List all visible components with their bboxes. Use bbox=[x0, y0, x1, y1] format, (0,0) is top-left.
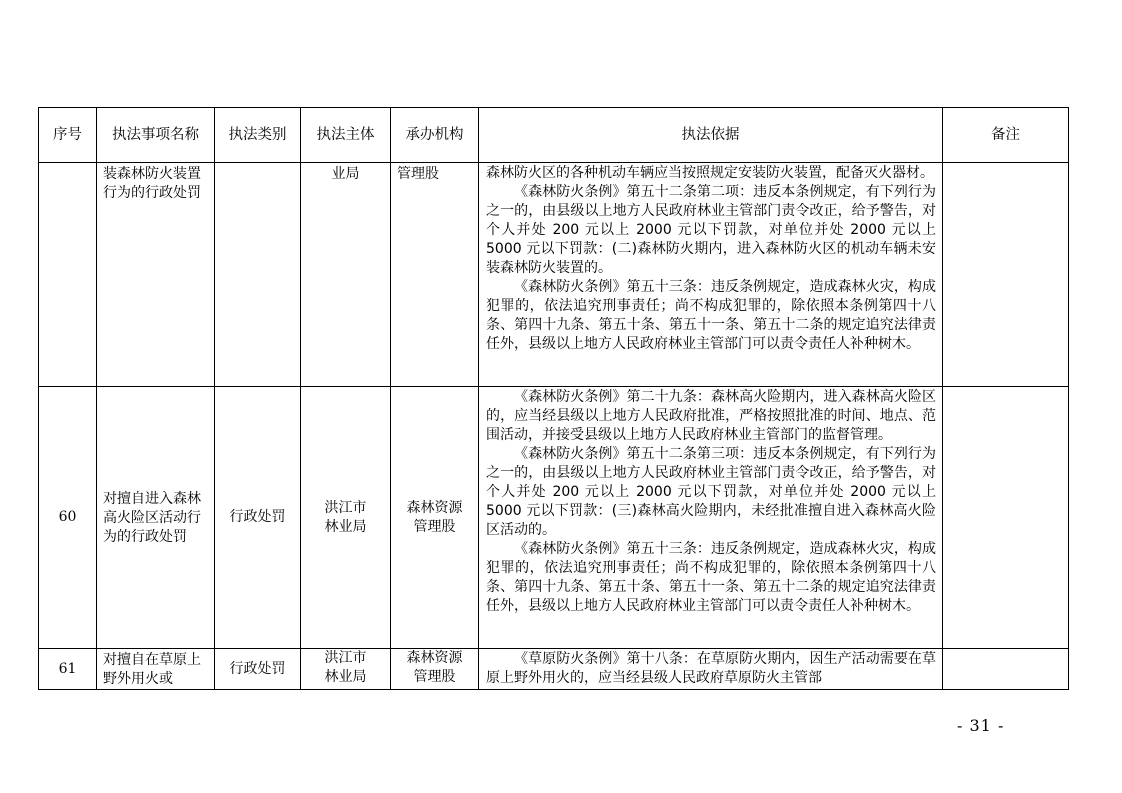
table-row bbox=[39, 649, 1069, 690]
basis-paragraph: 《森林防火条例》第五十三条：违反条例规定，造成森林火灾，构成犯罪的，依法追究刑事责任；尚不构成犯罪的，除依照本条例第四十八条、第四十九条、第五十条、第五十一条、第五十二条的规定追究法律责任外，县级以上地方人民政府林业主管部门可以责令责任人补种树木。 bbox=[486, 279, 936, 352]
header-remark: 备注 bbox=[943, 108, 1069, 163]
row-serial: 60 bbox=[39, 387, 97, 649]
header-agency: 承办机构 bbox=[391, 108, 479, 163]
row-subject: 业局 bbox=[301, 163, 391, 387]
row-item-name: 装森林防火装置行为的行政处罚 bbox=[97, 163, 215, 387]
row-serial bbox=[39, 163, 97, 387]
row-remark bbox=[943, 163, 1069, 387]
row-remark bbox=[943, 649, 1069, 690]
row-remark bbox=[943, 387, 1069, 649]
row-subject: 洪江市林业局 bbox=[301, 649, 391, 690]
row-category bbox=[215, 163, 301, 387]
row-agency: 管理股 bbox=[391, 163, 479, 387]
row-subject: 洪江市林业局 bbox=[301, 387, 391, 649]
enforcement-table bbox=[38, 107, 1069, 690]
table-row bbox=[39, 387, 1069, 649]
row-category: 行政处罚 bbox=[215, 649, 301, 690]
row-agency: 森林资源管理股 bbox=[391, 387, 479, 649]
header-item-name: 执法事项名称 bbox=[97, 108, 215, 163]
row-basis bbox=[479, 163, 943, 387]
row-item-name: 对擅自在草原上野外用火或 bbox=[97, 649, 215, 690]
row-basis bbox=[479, 387, 943, 649]
page-number: - 31 - bbox=[957, 716, 1005, 735]
row-agency: 森林资源管理股 bbox=[391, 649, 479, 690]
header-subject: 执法主体 bbox=[301, 108, 391, 163]
header-serial: 序号 bbox=[39, 108, 97, 163]
basis-paragraph: 《草原防火条例》第十八条：在草原防火期内，因生产活动需要在草原上野外用火的，应当经县级人民政府草原防火主管部 bbox=[486, 651, 936, 686]
basis-paragraph: 《森林防火条例》第二十九条：森林高火险期内，进入森林高火险区的，应当经县级以上地方人民政府批准，严格按照批准的时间、地点、范围活动，并接受县级以上地方人民政府林业主管部门的监督管理。 bbox=[486, 389, 936, 443]
basis-paragraph: 《森林防火条例》第五十三条：违反条例规定，造成森林火灾，构成犯罪的，依法追究刑事责任；尚不构成犯罪的，除依照本条例第四十八条、第四十九条、第五十条、第五十一条、第五十二条的规定追究法律责任外，县级以上地方人民政府林业主管部门可以责令责任人补种树木。 bbox=[486, 541, 936, 614]
header-basis: 执法依据 bbox=[479, 108, 943, 163]
header-category: 执法类别 bbox=[215, 108, 301, 163]
basis-paragraph: 《森林防火条例》第五十二条第三项：违反本条例规定，有下列行为之一的，由县级以上地方人民政府林业主管部门责令改正，给予警告，对个人并处 200 元以上 2000 元以下罚款，对单位并处 2000 元以上 5000 元以下罚款：(三)森林高火险期内，未经批准擅自进入森林高火险区活动的。 bbox=[486, 446, 936, 538]
basis-paragraph: 森林防火区的各种机动车辆应当按照规定安装防火装置，配备灭火器材。 bbox=[486, 165, 934, 181]
row-item-name: 对擅自进入森林高火险区活动行为的行政处罚 bbox=[97, 387, 215, 649]
table-header-row bbox=[39, 108, 1069, 163]
row-basis bbox=[479, 649, 943, 690]
row-serial: 61 bbox=[39, 649, 97, 690]
basis-paragraph: 《森林防火条例》第五十二条第二项：违反本条例规定，有下列行为之一的，由县级以上地方人民政府林业主管部门责令改正，给予警告，对个人并处 200 元以上 2000 元以下罚款，对单位并处 2000 元以上 5000 元以下罚款：(二)森林防火期内，进入森林防火区的机动车辆未安装森林防火装置的。 bbox=[486, 184, 936, 276]
table-row bbox=[39, 163, 1069, 387]
row-category: 行政处罚 bbox=[215, 387, 301, 649]
